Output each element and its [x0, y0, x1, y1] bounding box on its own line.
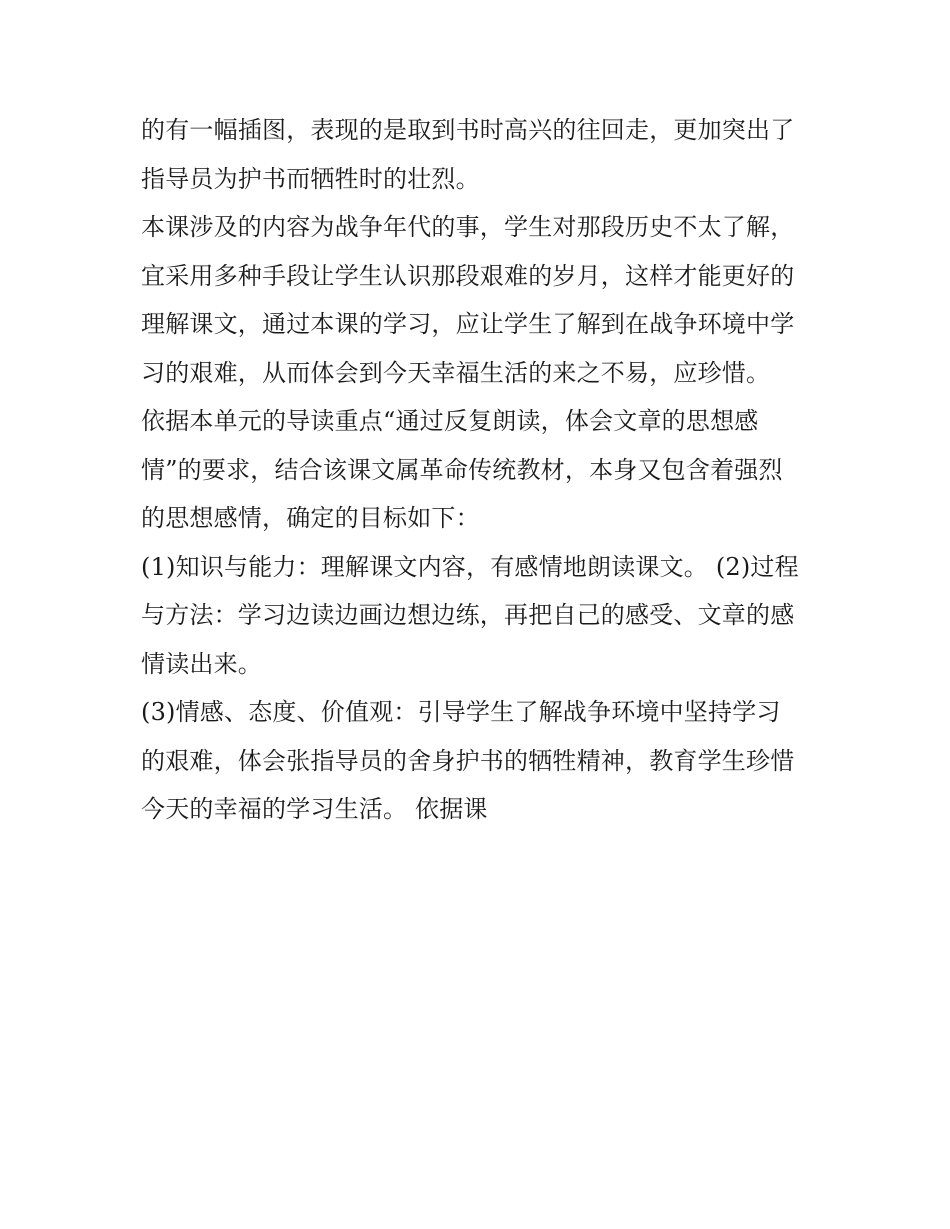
- text-line: 本课涉及的内容为战争年代的事，学生对那段历史不太了解，: [141, 213, 795, 241]
- text-line: 的思想感情，确定的目标如下：: [141, 504, 480, 532]
- text-line: 依据本单元的导读重点“通过反复朗读，体会文章的思想感: [141, 407, 759, 435]
- text-line: 今天的幸福的学习生活。 依据课: [141, 795, 488, 823]
- text-line: 习的艰难，从而体会到今天幸福生活的来之不易，应珍惜。: [141, 358, 771, 387]
- text-line: 的有一幅插图，表现的是取到书时高兴的往回走，更加突出了: [141, 116, 795, 144]
- text-line: 情读出来。: [141, 649, 262, 678]
- text-line: 与方法：学习边读边画边想边练，再把自己的感受、文章的感: [141, 601, 795, 629]
- text-line: 情”的要求，结合该课文属革命传统教材，本身又包含着强烈: [141, 455, 783, 484]
- text-line: 理解课文，通过本课的学习，应让学生了解到在战争环境中学: [141, 310, 795, 338]
- text-line: (3)情感、态度、价值观：引导学生了解战争环境中坚持学习: [141, 698, 781, 726]
- text-line: (1)知识与能力：理解课文内容，有感情地朗读课文。 (2)过程: [141, 552, 799, 581]
- body-text: [141, 106, 821, 834]
- text-line: 的艰难，体会张指导员的舍身护书的牺牲精神，教育学生珍惜: [141, 746, 795, 775]
- text-line: 指导员为护书而牺牲时的壮烈。: [141, 164, 480, 193]
- text-line: 宜采用多种手段让学生认识那段艰难的岁月，这样才能更好的: [141, 261, 795, 290]
